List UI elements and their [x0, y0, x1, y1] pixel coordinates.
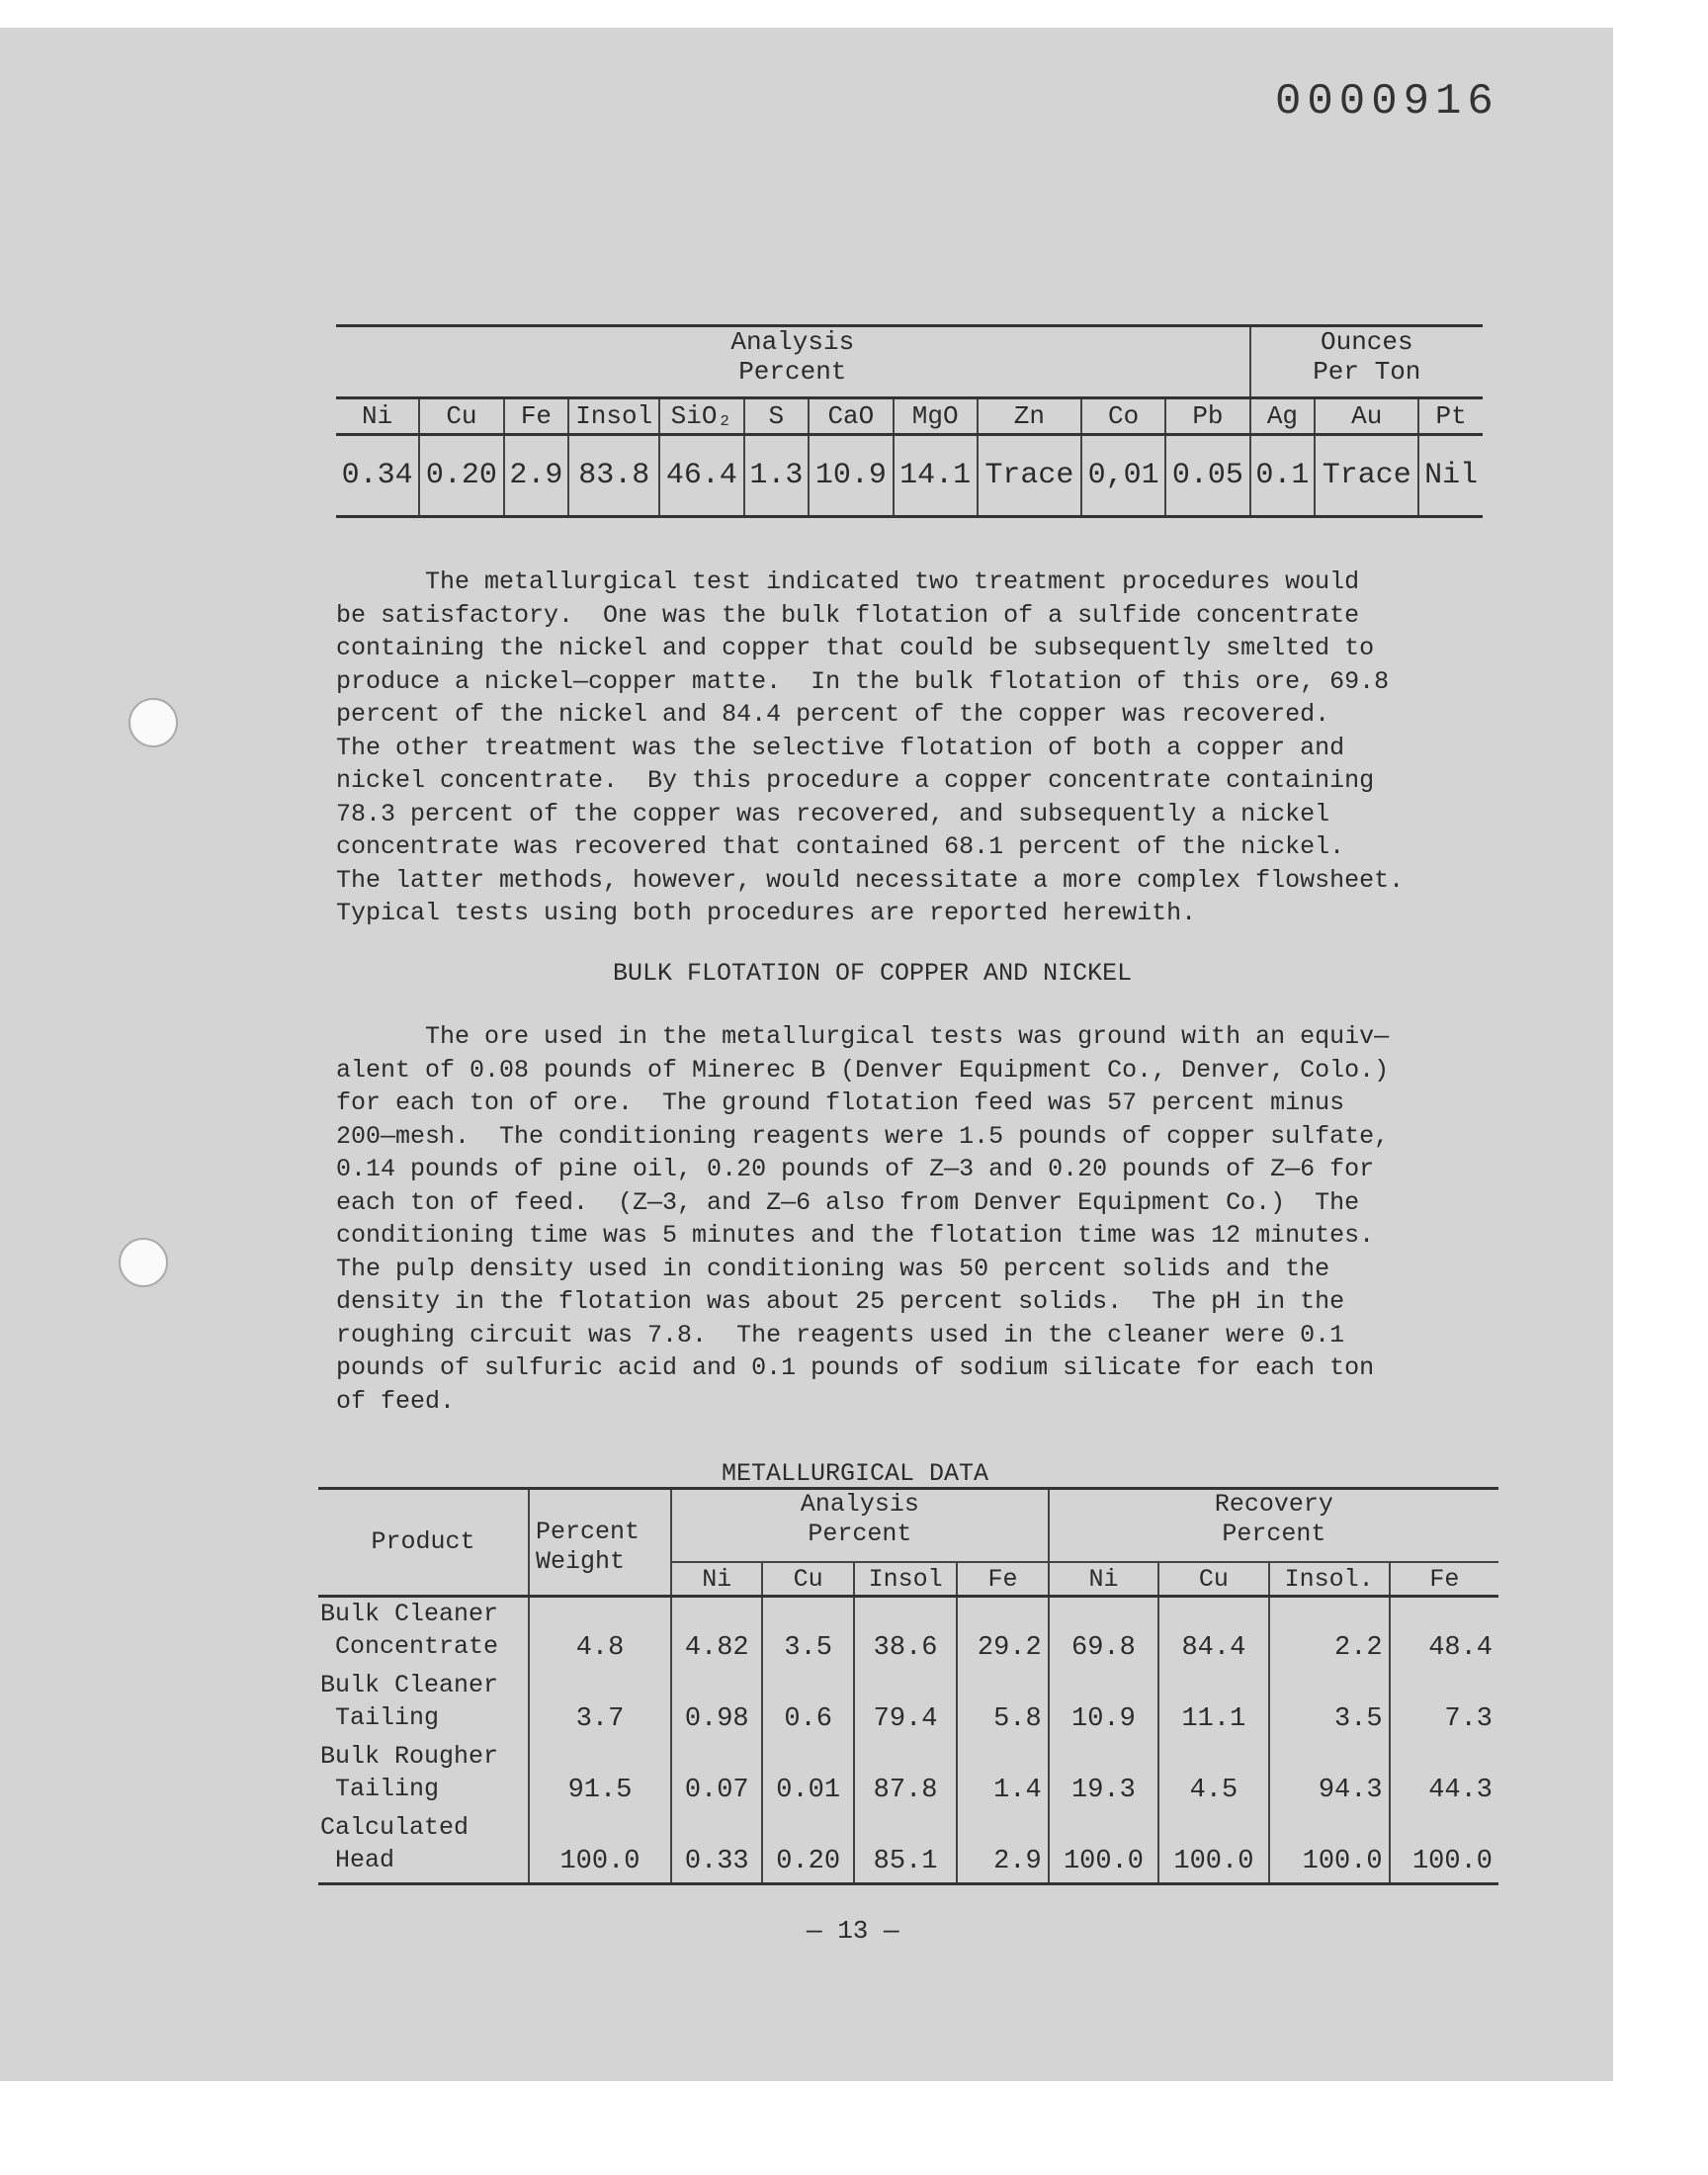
- table-cell: 3.5: [762, 1597, 853, 1670]
- table-cell: Nil: [1418, 435, 1483, 517]
- table-title: METALLURGICAL DATA: [722, 1459, 989, 1488]
- table-cell: 3.7: [529, 1669, 671, 1740]
- analysis-group-header: Analysis Percent: [336, 326, 1250, 398]
- text-line: 200—mesh. The conditioning reagents were 1.5 pounds of copper sulfate,: [336, 1121, 1390, 1151]
- table-cell: 0.05: [1165, 435, 1249, 517]
- table-cell: 10.9: [809, 435, 893, 517]
- text-line: The other treatment was the selective flotation of both a copper and: [336, 733, 1345, 762]
- table-cell: 0.1: [1250, 435, 1316, 517]
- table-cell: 0.6: [762, 1669, 853, 1740]
- table-cell: 29.2: [957, 1597, 1048, 1670]
- col-header: Cu: [762, 1562, 853, 1597]
- text-line: The ore used in the metallurgical tests was ground with an equiv—: [336, 1022, 1390, 1051]
- text-line: The metallurgical test indicated two treatment procedures would: [336, 567, 1360, 596]
- col-header: Pb: [1165, 398, 1249, 435]
- analysis-group-header: Analysis Percent: [671, 1489, 1049, 1563]
- weight-col-header: Percent Weight: [529, 1489, 671, 1597]
- table-cell: 46.4: [659, 435, 743, 517]
- table-cell: 7.3: [1390, 1669, 1498, 1740]
- text-line: be satisfactory. One was the bulk flotation of a sulfide concentrate: [336, 600, 1360, 630]
- table-cell: Trace: [978, 435, 1081, 517]
- col-header: Ni: [1049, 1562, 1158, 1597]
- table-cell: 2.2: [1269, 1597, 1390, 1670]
- section-heading: BULK FLOTATION OF COPPER AND NICKEL: [613, 959, 1133, 988]
- text-line: nickel concentrate. By this procedure a copper concentrate containing: [336, 766, 1375, 795]
- col-header: Insol: [854, 1562, 957, 1597]
- table-row: [318, 1811, 1498, 1884]
- col-header: Ag: [1250, 398, 1316, 435]
- col-header: Zn: [978, 398, 1081, 435]
- head-analysis-table: [336, 324, 1483, 518]
- table-cell: 100.0: [1049, 1811, 1158, 1884]
- text-line: pounds of sulfuric acid and 0.1 pounds of sodium silicate for each ton: [336, 1353, 1375, 1382]
- col-header: Fe: [1390, 1562, 1498, 1597]
- table-cell: 79.4: [854, 1669, 957, 1740]
- table-cell: 69.8: [1049, 1597, 1158, 1670]
- table-cell: 100.0: [1390, 1811, 1498, 1884]
- text-line: alent of 0.08 pounds of Minerec B (Denver Equipment Co., Denver, Colo.): [336, 1055, 1390, 1085]
- text-line: containing the nickel and copper that could be subsequently smelted to: [336, 634, 1375, 662]
- page-number: — 13 —: [807, 1916, 899, 1946]
- table-row: [318, 1740, 1498, 1811]
- table-cell: 0.07: [671, 1740, 762, 1811]
- table-cell: 0.01: [762, 1740, 853, 1811]
- table-cell: 87.8: [854, 1740, 957, 1811]
- table-cell: 84.4: [1158, 1597, 1268, 1670]
- table-cell: 0.34: [336, 435, 419, 517]
- table-cell: 38.6: [854, 1597, 957, 1670]
- binder-hole-bottom: [119, 1238, 168, 1287]
- table-row: [318, 1597, 1498, 1670]
- table-cell: 48.4: [1390, 1597, 1498, 1670]
- text-line: produce a nickel—copper matte. In the bulk flotation of this ore, 69.8: [336, 666, 1390, 696]
- table-row: [318, 1669, 1498, 1740]
- product-label: Calculated Head: [318, 1811, 529, 1884]
- table-cell: 19.3: [1049, 1740, 1158, 1811]
- text-line: density in the flotation was about 25 percent solids. The pH in the: [336, 1287, 1345, 1316]
- table-cell: 100.0: [529, 1811, 671, 1884]
- col-header: Fe: [957, 1562, 1048, 1597]
- paragraph-metallurgical-tests: [336, 1020, 1512, 1418]
- text-line: of feed.: [336, 1386, 456, 1416]
- table-cell: 0.98: [671, 1669, 762, 1740]
- text-line: 0.14 pounds of pine oil, 0.20 pounds of Z—3 and 0.20 pounds of Z—6 for: [336, 1155, 1375, 1183]
- ounces-group-header: Ounces Per Ton: [1250, 326, 1483, 398]
- col-header: Cu: [419, 398, 503, 435]
- table-cell: 0,01: [1081, 435, 1165, 517]
- col-header: Au: [1315, 398, 1418, 435]
- table-cell: 91.5: [529, 1740, 671, 1811]
- col-header: Ni: [336, 398, 419, 435]
- col-header: Insol: [568, 398, 659, 435]
- product-label: Bulk Rougher Tailing: [320, 1742, 499, 1803]
- text-line: conditioning time was 5 minutes and the flotation time was 12 minutes.: [336, 1221, 1375, 1250]
- table-cell: 100.0: [1158, 1811, 1268, 1884]
- table-cell: 4.8: [529, 1597, 671, 1670]
- table-cell: 11.1: [1158, 1669, 1268, 1740]
- text-line: roughing circuit was 7.8. The reagents used in the cleaner were 0.1: [336, 1320, 1345, 1349]
- col-header: MgO: [894, 398, 978, 435]
- document-number: 0000916: [1275, 77, 1499, 127]
- col-header: CaO: [809, 398, 893, 435]
- product-label: Bulk Cleaner Tailing: [320, 1671, 499, 1732]
- table-cell: 5.8: [957, 1669, 1048, 1740]
- product-col-header: Product: [318, 1489, 529, 1597]
- col-header: Cu: [1158, 1562, 1268, 1597]
- table-cell: 10.9: [1049, 1669, 1158, 1740]
- table-cell: 0.20: [419, 435, 503, 517]
- text-line: Typical tests using both procedures are reported herewith.: [336, 899, 1197, 927]
- table-cell: 1.4: [957, 1740, 1048, 1811]
- paragraph-treatment-procedures: [336, 566, 1512, 930]
- table-cell: 4.82: [671, 1597, 762, 1670]
- metallurgical-data-table: [318, 1487, 1498, 1885]
- text-line: concentrate was recovered that contained 68.1 percent of the nickel.: [336, 832, 1345, 861]
- binder-hole-top: [128, 698, 178, 747]
- table-cell: 3.5: [1269, 1669, 1390, 1740]
- recovery-group-header: Recovery Percent: [1049, 1489, 1498, 1563]
- table-cell: Trace: [1315, 435, 1418, 517]
- col-header: SiO₂: [659, 398, 743, 435]
- text-line: each ton of feed. (Z—3, and Z—6 also from Denver Equipment Co.) The: [336, 1187, 1360, 1217]
- col-header: Ni: [671, 1562, 762, 1597]
- table-cell: 2.9: [957, 1811, 1048, 1884]
- text-line: The latter methods, however, would necessitate a more complex flowsheet.: [336, 865, 1405, 895]
- col-header: Pt: [1418, 398, 1483, 435]
- col-header: Insol.: [1269, 1562, 1390, 1597]
- table-cell: 0.33: [671, 1811, 762, 1884]
- table-cell: 94.3: [1269, 1740, 1390, 1811]
- text-line: 78.3 percent of the copper was recovered, and subsequently a nickel: [336, 799, 1330, 828]
- col-header: Fe: [504, 398, 569, 435]
- table-cell: 0.20: [762, 1811, 853, 1884]
- table-cell: 14.1: [894, 435, 978, 517]
- text-line: for each ton of ore. The ground flotation feed was 57 percent minus: [336, 1088, 1345, 1117]
- table-cell: 83.8: [568, 435, 659, 517]
- product-label: Bulk Cleaner Concentrate: [318, 1597, 529, 1670]
- table-cell: 2.9: [504, 435, 569, 517]
- col-header: S: [744, 398, 810, 435]
- table-cell: 100.0: [1269, 1811, 1390, 1884]
- table-cell: 85.1: [854, 1811, 957, 1884]
- text-line: percent of the nickel and 84.4 percent of the copper was recovered.: [336, 700, 1330, 729]
- col-header: Co: [1081, 398, 1165, 435]
- table-cell: 1.3: [744, 435, 810, 517]
- table-cell: 4.5: [1158, 1740, 1268, 1811]
- text-line: The pulp density used in conditioning was 50 percent solids and the: [336, 1254, 1330, 1283]
- table-cell: 44.3: [1390, 1740, 1498, 1811]
